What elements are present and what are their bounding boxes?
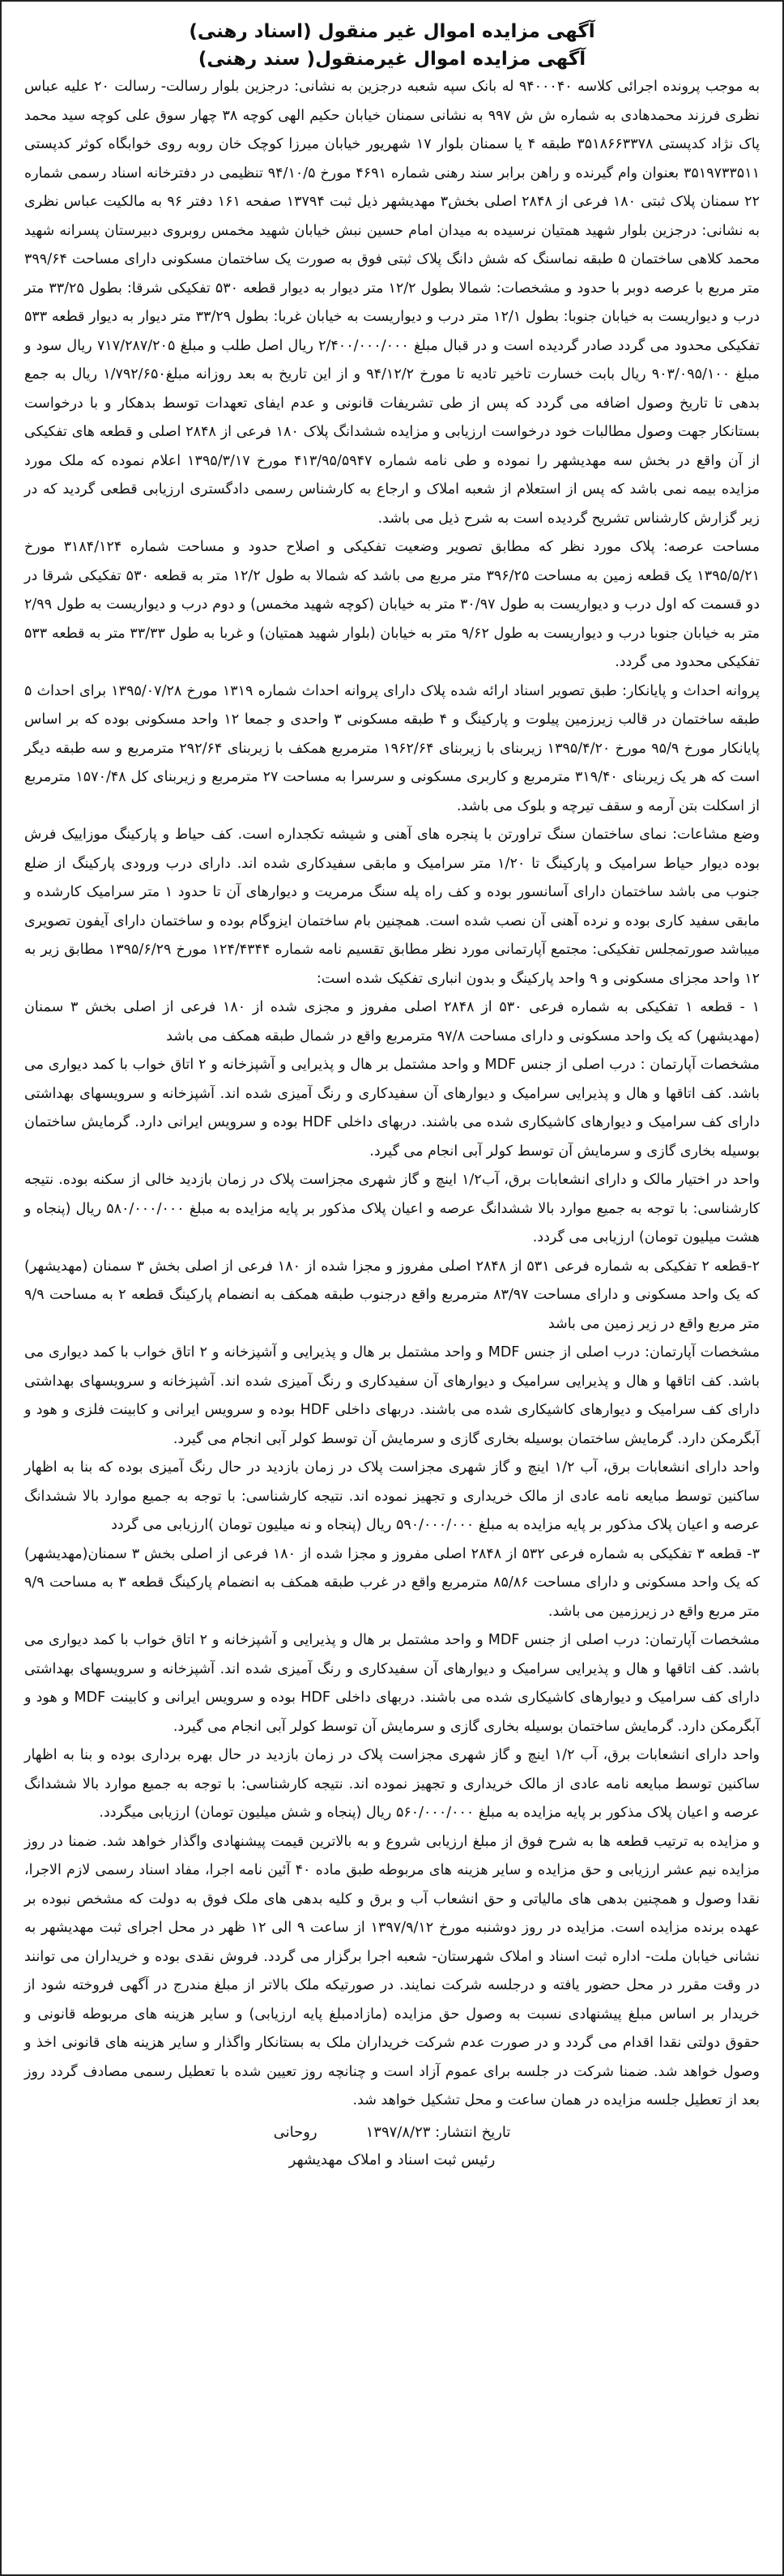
paragraph-unit-1: ۱ - قطعه ۱ تفکیکی به شماره فرعی ۵۳۰ از ۲۸۴۸ اصلی مفروز و مجزی شده از ۱۸۰ فرعی از اصلی بخش ۳ سمنان (مهدیشهر) که یک واحد مسکونی و دارای مساحت ۹۷/۸ مترمربع واقع در شمال طبقه همکف می باشد [24, 999, 760, 1044]
paragraph-auction-terms: و مزایده به ترتیب قطعه ها به شرح فوق از مبلغ ارزیابی شروع و به بالاترین قیمت پیشنهادی واگذار خواهد شد. ضمنا در روز مزایده نیم عشر ارزیابی و حق مزایده و سایر هزینه های مربوطه طبق ماده ۴۰ آئین نامه اجرا، مفاد اسناد رسمی لازم الاجرا، نقدا وصول و همچنین بدهی های مالیاتی و حق انشعاب آب و برق و کلیه بدهی های ملک فوق به دولت که مشخص نبوده بر عهده برنده مزایده است. مزایده در روز دوشنبه مورخ ۱۳۹۷/۹/۱۲ از ساعت ۹ الی ۱۲ ظهر در محل اجرای ثبت مهدیشهر به نشانی خیابان ملت- اداره ثبت اسناد و املاک شهرستان- شعبه اجرا برگزار می گردد. فروش نقدی بوده و خریداران می توانند در وقت مقرر در محل حضور یافته و درجلسه شرکت نمایند. در صورتیکه ملک بالاتر از مبلغ مندرج در آگهی فروخته شود از خریدار بر اساس مبلغ پیشنهادی نسبت به وصول حق مزایده (مازادمبلغ پایه ارزیابی) و سایر هزینه های مربوطه قانونی و حقوق دولتی نقدا اقدام می گردد و در صورت عدم شرکت خریداران ملک به بستانکار واگذار و سایر هزینه های قانونی اخذ و وصول خواهد شد. ضمنا شرکت در جلسه برای عموم آزاد است و چنانچه روز تعیین شده با تعطیل رسمی مصادف گردد روز بعد از تعطیل جلسه مزایده در همان ساعت و محل تشکیل خواهد شد. [24, 1833, 761, 2108]
paragraph-unit-2-specs: مشخصات آپارتمان: درب اصلی از جنس MDF و واحد مشتمل بر هال و پذیرایی و آشپزخانه و ۲ اتاق خواب با کمد دیواری می باشد. کف اتاقها و هال و پذیرایی سرامیک و دیوارهای آن سفیدکاری و رنگ آمیزی شده اند. آشپزخانه و سرویسهای بهداشتی دارای کف سرامیک و دیوارهای کاشیکاری شده می باشند. دربهای داخلی HDF بوده و سرویس ایرانی و کابینت فلزی و هود و آبگرمکن دارد. گرمایش ساختمان بوسیله بخاری گازی و سرمایش آن توسط کولر آبی انجام می گیرد. [24, 1344, 760, 1447]
paragraph-unit-1-valuation: واحد در اختیار مالک و دارای انشعابات برق، آب۱/۲ اینچ و گاز شهری مجزاست پلاک در زمان بازدید خالی از سکنه بوده. نتیجه کارشناسی: با توجه به جمیع موارد بالا ششدانگ عرصه و اعیان پلاک مذکور بر پایه مزایده به مبلغ ۵۸۰/۰۰۰/۰۰۰ ریال (پنجاه و هشت میلیون تومان) ارزیابی می گردد. [24, 1172, 760, 1245]
paragraph-unit-2-valuation: واحد دارای انشعابات برق، آب ۱/۲ اینچ و گاز شهری مجزاست پلاک در زمان بازدید در حال رنگ آمیزی بوده که بنا به اظهار ساکنین توسط مبایعه نامه عادی از مالک خریداری و تجهیز نموده اند. نتیجه کارشناسی: با توجه به جمیع موارد بالا ششدانگ عرصه و اعیان پلاک مذکور بر پایه مزایده به مبلغ ۵۹۰/۰۰۰/۰۰۰ ریال (پنجاه و نه میلیون تومان )ارزیابی می گردد [24, 1459, 760, 1533]
paragraph-unit-3-valuation: واحد دارای انشعابات برق، آب ۱/۲ اینچ و گاز شهری مجزاست پلاک در زمان بازدید در حال بهره برداری بوده و بنا به اظهار ساکنین توسط مبایعه نامه عادی از مالک خریداری و تجهیز نموده اند. نتیجه کارشناسی: با توجه به جمیع موارد بالا ششدانگ عرصه و اعیان پلاک مذکور بر پایه مزایده به مبلغ ۵۶۰/۰۰۰/۰۰۰ ریال (پنجاه و شش میلیون تومان) ارزیابی میگردد. [24, 1747, 760, 1821]
paragraph-unit-2: ۲-قطعه ۲ تفکیکی به شماره فرعی ۵۳۱ از ۲۸۴۸ اصلی مفروز و مجزا شده از ۱۸۰ فرعی از اصلی بخش ۳ سمنان (مهدیشهر) که یک واحد مسکونی و دارای مساحت ۸۳/۹۷ مترمربع واقع درجنوب طبقه همکف به انضمام پارکینگ قطعه ۲ به مساحت ۹/۹ متر مربع واقع در زیر زمین می باشد [24, 1258, 761, 1332]
signatory-name: روحانی [273, 2123, 317, 2141]
publish-date: تاریخ انتشار: ۱۳۹۷/۸/۲۳ [365, 2123, 511, 2141]
paragraph-unit-3: ۳- قطعه ۳ تفکیکی به شماره فرعی ۵۳۲ از ۲۸۴۸ اصلی مفروز و مجزا شده از ۱۸۰ فرعی از اصلی بخش ۳ سمنان(مهدیشهر) که یک واحد مسکونی و دارای مساحت ۸۵/۸۶ مترمربع واقع در غرب طبقه همکف به انضمام پارکینگ قطعه ۳ به مساحت ۹/۹ متر مربع واقع در زیرزمین می باشد. [24, 1545, 761, 1620]
signatory-office: رئیس ثبت اسناد و املاک مهدیشهر [288, 2151, 496, 2168]
paragraph-unit-1-specs: مشخصات آپارتمان : درب اصلی از جنس MDF و واحد مشتمل بر هال و پذیرایی و آشپزخانه و ۲ اتاق خواب با کمد دیواری می باشد. کف اتاقها و هال و پذیرایی سرامیک و دیوارهای آن سفیدکاری و رنگ آمیزی شده اند. آشپزخانه و سرویسهای بهداشتی دارای کف سرامیک و دیوارهای کاشیکاری شده می باشند. دربهای داخلی HDF بوده و سرویس ایرانی دارد. گرمایش ساختمان بوسیله بخاری گازی و سرمایش آن توسط کولر آبی انجام می گیرد. [24, 1057, 761, 1160]
notice-title: آگهی مزایده اموال غیر منقول (اسناد رهنی) [189, 21, 595, 42]
paragraph-intro: به موجب پرونده اجرائی کلاسه ۹۴۰۰۰۴۰ له بانک سپه شعبه درجزین به نشانی: درجزین بلوار رسالت- رسالت ۲۰ علیه عباس نظری فرزند محمدهادی به شماره ش ش ۹۹۷ به نشانی سمنان خیابان حکیم الهی کوچه ۳۸ چهار سوق علی کوچه سید محمد پاک نژاد کدپستی ۳۵۱۸۶۶۳۳۷۸ طبقه ۴ یا سمنان بلوار ۱۷ شهریور خیابان میرزا کوچک خان روبه روی خوابگاه کوثر کدپستی ۳۵۱۹۷۳۳۵۱۱ بعنوان وام گیرنده و راهن برابر سند رهنی شماره ۴۶۹۱ مورخ ۹۴/۱۰/۵ تنظیمی در دفترخانه اسناد رسمی شماره ۲۲ سمنان پلاک ثبتی ۱۸۰ فرعی از ۲۸۴۸ اصلی بخش۳ مهدیشهر ذیل ثبت ۱۳۷۹۴ صفحه ۱۶۱ دفتر ۹۶ به مالکیت عباس نظری به نشانی: درجزین بلوار شهید همتیان نرسیده به میدان امام حسین نبش خیابان شهید مخمس روبروی دبیرستان پسرانه شهید محمد کلاهی ساختمان ۵ طبقه نماسنگ که شش دانگ پلاک ثبتی فوق به صورت یک ساختمان مسکونی دارای مساحت ۳۹۹/۶۴ متر مربع با عرصه دوبر با حدود و مشخصات: شمالا بطول ۱۲/۲ متر دیوار به دیوار قطعه ۵۳۰ تفکیکی شرقا: بطول ۳۳/۲۵ متر درب و دیواریست به خیابان جنوبا: بطول ۱۲/۱ متر درب و دیواریست به خیابان غربا: بطول ۳۳/۲۹ متر دیوار به دیوار قطعه ۵۳۳ تفکیکی محدود می گردد صادر گردیده است و در قبال مبلغ ۲/۴۰۰/۰۰۰/۰۰۰ ریال اصل طلب و مبلغ ۷۱۷/۲۸۷/۲۰۵ ریال سود و مبلغ ۹۰۳/۰۹۵/۱۰۰ ریال بابت خسارت تاخیر تادیه تا مورخ ۹۴/۱۲/۲ و از این تاریخ به بعد روزانه مبلغ۱/۷۹۲/۶۵۰ ریال به جمع بدهی تا تاریخ وصول اضافه می گردد که پس از طی تشریفات قانونی و عدم ایفای تعهدات توسط بدهکار و با درخواست بستانکار جهت وصول مطالبات خود درخواست ارزیابی و مزایده ششدانگ پلاک ۱۸۰ فرعی از ۲۸۴۸ اصلی و قطعه های تفکیکی از آن واقع در بخش سه مهدیشهر را نموده و طی نامه شماره ۴۱۳/۹۵/۵۹۴۷ مورخ ۱۳۹۵/۳/۱۷ اعلام نموده که ملک مورد مزایده بیمه نمی باشد که پس از استعلام از شعبه املاک و ارجاع به کارشناس رسمی دادگستری ارزیابی قطعی گردید که در زیر گزارش کارشناس تشریح گردیده است به شرح ذیل می باشد. [24, 79, 761, 527]
notice-body [24, 73, 760, 2116]
signature-block [24, 2119, 760, 2174]
notice-subtitle: آگهی مزایده اموال غیرمنقول( سند رهنی) [198, 49, 586, 70]
paragraph-land-area: مساحت عرصه: پلاک مورد نظر که مطابق تصویر وضعیت تفکیکی و اصلاح حدود و مساحت شماره ۳۱۸۴/۱۲۴ مورخ ۱۳۹۵/۵/۲۱ یک قطعه زمین به مساحت ۳۹۶/۲۵ متر مربع می باشد که شمالا به طول ۱۲/۲ متر به قطعه ۵۳۰ تفکیکی شرقا در دو قسمت که اول درب و دیواریست به طول ۳۰/۹۷ متر به خیابان (کوچه شهید مخمس) و دوم درب و دیواریست به طول ۲/۹۹ متر به خیابان جنوبا درب و دیواریست به طول ۹/۶۲ متر به خیابان (بلوار شهید همتیان) و غربا به طول ۳۳/۳۳ متر به قطعه ۵۳۳ تفکیکی محدود می گردد. [24, 539, 760, 670]
paragraph-common-areas: وضع مشاعات: نمای ساختمان سنگ تراورتن با پنجره های آهنی و شیشه تکجداره است. کف حیاط و پارکینگ موزاییک فرش بوده دیوار حیاط سرامیک و پارکینگ تا ۱/۲۰ متر سرامیک و مابقی سفیدکاری شده اند. دارای درب ورودی پارکینگ از ضلع جنوب می باشد ساختمان دارای آسانسور بوده و کف راه پله سنگ مرمریت و دیوارهای آن تا حدود ۱ متر سرامیک کارشده و مابقی سفید کاری بوده و نرده آهنی آن نصب شده است. همچنین بام ساختمان ایزوگام بوده و ساختمان دارای آیفون تصویری میباشد صورتمجلس تفکیکی: مجتمع آپارتمانی مورد نظر مطابق تقسیم نامه شماره ۱۲۴/۴۳۴۴ مورخ ۱۳۹۵/۶/۲۹ مطابق زیر به ۱۲ واحد مجزای مسکونی و ۹ واحد پارکینگ و بدون انباری تفکیک شده است: [24, 827, 760, 987]
paragraph-unit-3-specs: مشخصات آپارتمان: درب اصلی از جنس MDF و واحد مشتمل بر هال و پذیرایی و آشپزخانه و ۲ اتاق خواب با کمد دیواری می باشد. کف اتاقها و هال و پذیرایی سرامیک و دیوارهای آن سفیدکاری و رنگ آمیزی شده اند. آشپزخانه و سرویسهای بهداشتی دارای کف سرامیک و دیوارهای کاشیکاری شده می باشند. دربهای داخلی HDF بوده و سرویس ایرانی و کابینت MDF و هود و آبگرمکن دارد. گرمایش ساختمان بوسیله بخاری گازی و سرمایش آن توسط کولر آبی انجام می گیرد. [24, 1632, 760, 1735]
paragraph-permit: پروانه احداث و پایانکار: طبق تصویر اسناد ارائه شده پلاک دارای پروانه احداث شماره ۱۳۱۹ مورخ ۱۳۹۵/۰۷/۲۸ برای احداث ۵ طبقه ساختمان در قالب زیرزمین پیلوت و پارکینگ و ۴ طبقه مسکونی ۳ واحدی و جمعا ۱۲ واحد مسکونی بوده که بر اساس پایانکار مورخ ۹۵/۹ مورخ ۱۳۹۵/۴/۲۰ زیربنای با زیربنای ۱۹۶۲/۶۴ مترمربع همکف با زیربنای ۲۹۲/۶۴ مترمربع و سه طبقه دیگر است که هر یک زیربنای ۳۱۹/۴۰ مترمربع و کاربری مسکونی و سرسرا به مساحت ۲۷ مترمربع و زیربنای کل ۱۵۷۰/۴۸ مترمربع از اسکلت بتن آرمه و سقف تیرچه و بلوک می باشد. [24, 682, 760, 814]
